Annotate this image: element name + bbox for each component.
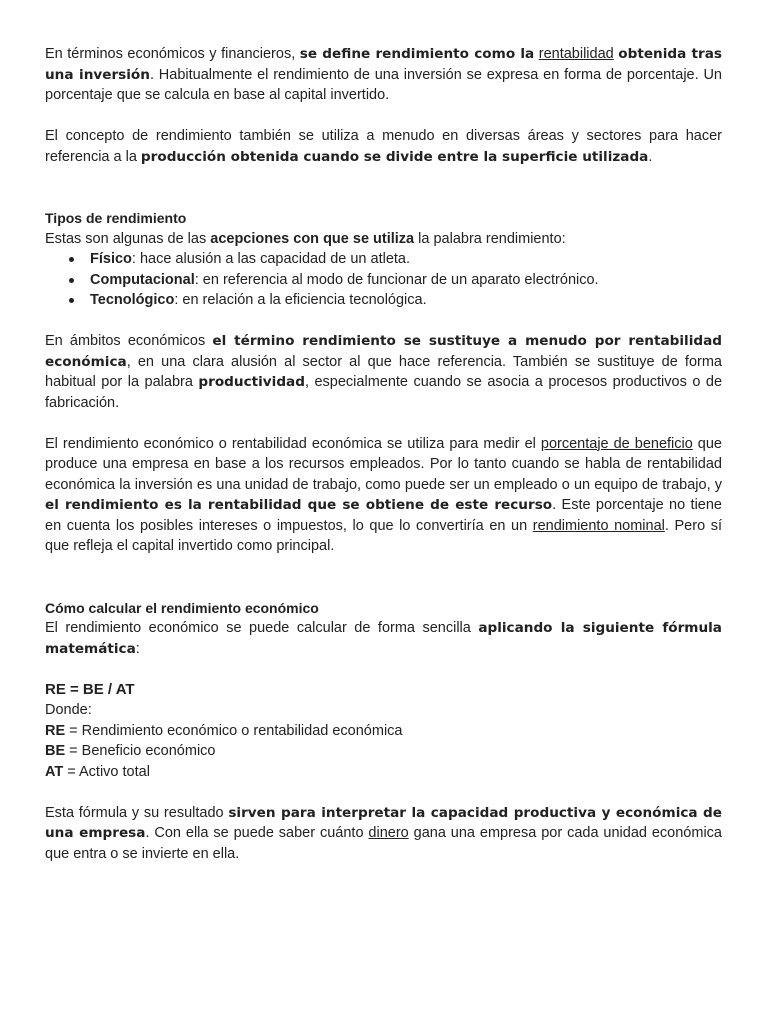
- text: la palabra rendimiento:: [414, 230, 566, 247]
- heading-tipos: Tipos de rendimiento: [45, 210, 187, 226]
- list-item: [90, 270, 722, 291]
- definition-abbr: RE: [45, 722, 66, 739]
- list-item: [90, 290, 722, 311]
- paragraph-economico: [45, 434, 722, 557]
- text: . Este porcentaje no tiene en cuenta los posibles intereses o impuestos, lo que lo convertiría en un: [45, 497, 722, 534]
- text: En ámbitos económicos: [45, 333, 213, 349]
- heading-calcular: Cómo calcular el rendimiento económico: [45, 599, 319, 616]
- paragraph-interpretacion: [45, 803, 722, 865]
- bold-text: acepciones con que se utiliza: [210, 230, 415, 247]
- definition-row: [45, 741, 722, 762]
- paragraph-definition: [45, 44, 722, 106]
- bold-text: sirven para interpretar la capacidad productiva y económica de una empresa: [45, 804, 722, 841]
- list-item-term: Tecnológico: [90, 292, 175, 308]
- bold-text: se define rendimiento como la: [299, 46, 535, 62]
- definition-desc: = Rendimiento económico o rentabilidad económica: [65, 722, 403, 739]
- bold-text: producción obtenida cuando se divide entre la superficie utilizada: [140, 148, 649, 165]
- list-item-term: Computacional: [90, 271, 195, 288]
- text: El rendimiento económico o rentabilidad económica se utiliza para medir el: [45, 435, 541, 452]
- donde-label: Donde:: [45, 702, 92, 718]
- text: . Pero sí que refleja el capital invertido como principal.: [45, 517, 722, 554]
- text: El concepto de rendimiento también se utiliza a menudo en diversas áreas y sectores para hacer referencia a la: [45, 128, 722, 165]
- text: En términos económicos y financieros,: [45, 46, 300, 62]
- paragraph-concept: [45, 126, 722, 167]
- link-rentabilidad[interactable]: rentabilidad: [538, 46, 614, 62]
- bold-text: obtenida tras una inversión: [45, 46, 722, 83]
- text: :: [135, 640, 140, 657]
- bold-text: aplicando la siguiente fórmula matemática: [45, 620, 722, 657]
- list-item-desc: : en relación a la eficiencia tecnológica.: [174, 292, 427, 308]
- text: .: [648, 148, 653, 165]
- bold-text: el término rendimiento se sustituye a menudo por rentabilidad económica: [45, 333, 723, 370]
- link-dinero[interactable]: dinero: [368, 825, 409, 841]
- text: , especialmente cuando se asocia a procesos productivos o de fabricación.: [45, 374, 723, 411]
- bold-text: productividad: [198, 374, 305, 390]
- text: que produce una empresa en base a los recursos empleados. Por lo tanto cuando se habla de rentabilidad económica la inversión es una unidad de trabajo, como puede ser un empleado o un equipo de trabajo, y: [45, 435, 722, 493]
- text: Estas son algunas de las: [45, 230, 211, 247]
- link-rendimiento-nominal[interactable]: rendimiento nominal: [532, 517, 665, 534]
- text: . Habitualmente el rendimiento de una inversión se expresa en forma de porcentaje. Un porcentaje que se calcula en base al capital invertido.: [45, 66, 722, 103]
- document-page: [45, 44, 722, 864]
- paragraph-ambitos: [45, 331, 722, 413]
- definition-desc: = Beneficio económico: [65, 743, 216, 759]
- text: , en una clara alusión al sector al que hace referencia. También se sustituye de forma habitual por la palabra: [45, 353, 722, 390]
- definition-row: [45, 721, 722, 742]
- definition-desc: = Activo total: [63, 763, 150, 780]
- bold-text: el rendimiento es la rentabilidad que se obtiene de este recurso: [45, 497, 553, 513]
- text: . Con ella se puede saber cuánto: [145, 825, 369, 841]
- text: Esta fórmula y su resultado: [45, 804, 229, 821]
- paragraph-tipos-intro: [45, 229, 722, 250]
- list-item-desc: : en referencia al modo de funcionar de un aparato electrónico.: [194, 271, 599, 288]
- text: El rendimiento económico se puede calcular de forma sencilla: [45, 620, 479, 636]
- list-item: [90, 249, 722, 270]
- definition-row: [45, 762, 722, 783]
- list-item-desc: : hace alusión a las capacidad de un atleta.: [131, 251, 411, 267]
- paragraph-calcular: [45, 618, 722, 659]
- link-porcentaje-beneficio[interactable]: porcentaje de beneficio: [540, 435, 693, 452]
- definition-abbr: AT: [45, 763, 64, 780]
- text: gana una empresa por cada unidad económica que entra o se invierte en ella.: [45, 825, 722, 862]
- definition-abbr: BE: [45, 743, 66, 759]
- formula: RE = BE / AT: [45, 680, 135, 698]
- list-item-term: Físico: [90, 251, 132, 267]
- tipos-list: [45, 249, 722, 311]
